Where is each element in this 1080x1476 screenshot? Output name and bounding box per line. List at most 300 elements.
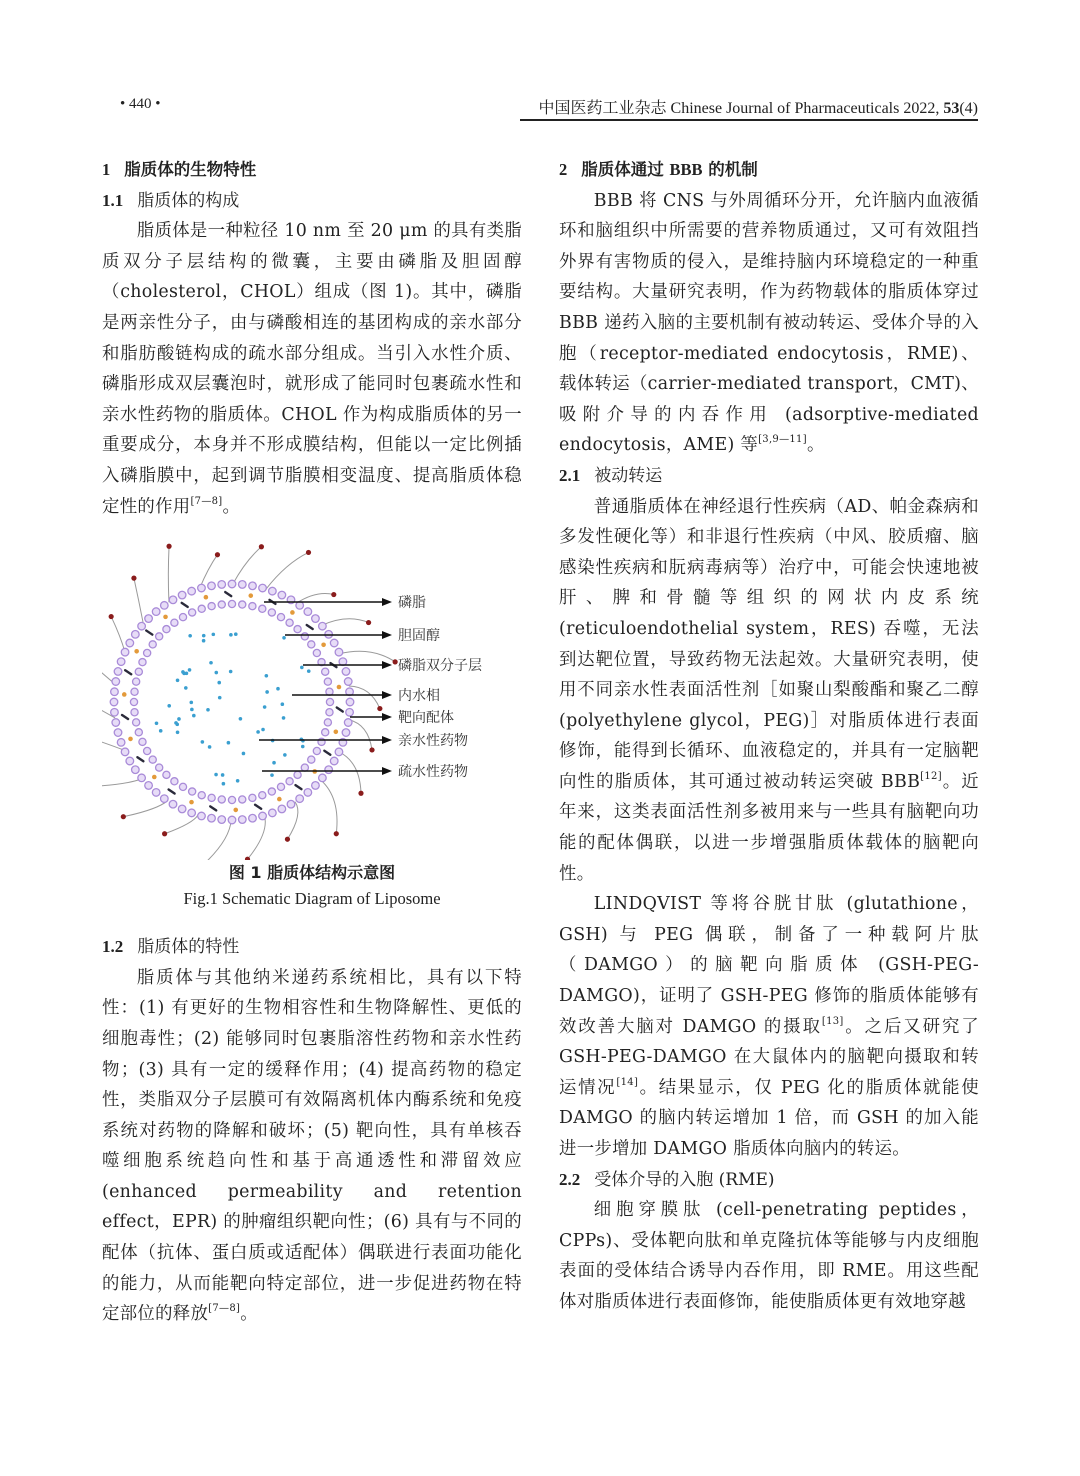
phospholipid-head-inner <box>286 778 293 785</box>
phospholipid-head-outer <box>304 789 312 797</box>
liposome-diagram <box>102 542 522 860</box>
hydrophilic-drug <box>212 633 216 637</box>
hydrophilic-drug <box>282 716 286 720</box>
phospholipid-head-inner <box>277 614 284 621</box>
phospholipid-head-outer <box>112 719 120 727</box>
phospholipid-head-inner <box>301 764 308 771</box>
punct: 。 <box>222 496 241 517</box>
hydrophilic-drug <box>202 639 206 643</box>
targeting-ligand <box>377 706 382 711</box>
phospholipid-head-outer <box>110 698 118 706</box>
section-title: 的机制 <box>702 160 758 179</box>
paragraph <box>559 492 979 890</box>
hydrophilic-drug <box>242 752 246 756</box>
phospholipid-head-outer <box>188 587 196 595</box>
paragraph-text: 。近年来，这类表面活性剂多被用来与一些具有脑靶向功能的配体偶联，以进一步增强脂质体载体的脑靶向性。 <box>559 771 979 884</box>
journal-citation <box>539 95 978 118</box>
phospholipid-head-outer <box>152 608 160 616</box>
phospholipid-head-inner <box>239 796 246 803</box>
peg-tether <box>201 820 231 860</box>
hydrophilic-drug <box>261 728 265 732</box>
hydrophilic-drug <box>159 729 163 733</box>
phospholipid-head-outer <box>342 729 350 737</box>
label-arrowhead <box>382 661 392 669</box>
hydrophilic-drug <box>276 687 280 691</box>
phospholipid-head-outer <box>346 698 354 706</box>
phospholipid-head-outer <box>208 582 216 590</box>
citation-ref[interactable]: [7—8] <box>208 1303 241 1315</box>
hydrophilic-drug <box>214 773 218 777</box>
phospholipid-head-inner <box>189 788 196 795</box>
section-number: 2.1 <box>559 465 581 485</box>
phospholipid-head-outer <box>218 816 226 824</box>
phospholipid-head-outer <box>161 795 169 803</box>
page-header <box>102 92 978 120</box>
hydrophobic-drug <box>122 692 127 697</box>
paragraph-text: 脂质体是一种粒径 10 nm 至 20 μm 的具有类脂质双分子层结构的微囊，主要由磷脂及胆固醇（cholesterol，CHOL）组成（图 1)。其中，磷脂是两亲性分子，由与磷酸相连的基团构成的亲水部分和脂肪酸链构成的疏水部分组成。当引入水性介质、磷脂形成双层囊泡时，就形成了能同时包裹疏水性和亲水性药物的脂质体。CHOL 作为构成脂质体的另一重要成分，本身并不形成膜结构，但能以一定比例插入磷脂膜中，起到调节脂膜相变温度、提高脂质体稳定性的作用 <box>102 221 522 517</box>
phospholipid-head-inner <box>249 794 256 801</box>
paragraph-text: 普通脂质体在神经退行性疾病（AD、帕金森病和多发性硬化等）和非退行性疾病（中风、胶质瘤、脑感染性疾病和朊病毒病等）治疗中，可能会快速地被肝、脾和骨髓等组织的网状内皮系统 (reticuloendothelial system，RES) 吞噬，无法到达靶位置，导致药物无法起效。大量研究表明，使用不同亲水性表面活性剂［如聚山梨酸酯和聚乙二醇 (polyethylene glycol，PEG)］对脂质体进行表面修饰，能得到长循环、血液稳定的，并具有一定脑靶向性的脂质体，其可通过被动转运突破 BBB <box>559 496 979 792</box>
phospholipid-head-outer <box>188 809 196 817</box>
label-4: 靶向配体 <box>398 710 454 727</box>
phospholipid-head-outer <box>138 774 146 782</box>
phospholipid-head-outer <box>138 622 146 630</box>
label-3: 内水相 <box>398 688 440 705</box>
peg-tether <box>321 780 337 834</box>
hydrophilic-drug <box>256 730 260 734</box>
phospholipid-head-inner <box>313 748 320 755</box>
section-number: 1 <box>102 160 111 179</box>
phospholipid-head-outer <box>178 805 186 813</box>
label-1: 胆固醇 <box>398 628 440 645</box>
label-arrowhead <box>382 631 392 639</box>
hydrophilic-drug <box>192 714 196 718</box>
phospholipid-head-inner <box>131 688 138 695</box>
hydrophilic-drug <box>265 674 269 678</box>
hydrophilic-drug <box>236 779 240 783</box>
peg-tether <box>339 752 361 793</box>
hydrophilic-drug <box>208 745 212 749</box>
section-title: 受体介导的入胞 (RME) <box>594 1169 775 1190</box>
cholesterol <box>125 670 131 674</box>
targeting-ligand <box>306 550 311 555</box>
section-title: 脂质体通过 <box>581 160 670 179</box>
hydrophobic-drug <box>337 685 342 690</box>
phospholipid-head-outer <box>259 812 267 820</box>
hydrophilic-drug <box>167 704 171 708</box>
label-2: 磷脂双分子层 <box>398 658 482 675</box>
hydrophilic-drug <box>206 708 210 712</box>
cholesterol <box>307 625 313 629</box>
section-title-bold: BBB <box>669 160 703 179</box>
hydrophilic-drug <box>263 705 267 709</box>
phospholipid-head-outer <box>259 584 267 592</box>
label-arrowhead <box>382 691 392 699</box>
hydrophilic-drug <box>188 668 192 672</box>
hydrophilic-drug <box>201 740 205 744</box>
phospholipid-head-inner <box>133 678 140 685</box>
phospholipid-head-outer <box>287 801 295 809</box>
citation-ref[interactable]: [13] <box>821 1015 844 1027</box>
phospholipid-head-inner <box>189 609 196 616</box>
hydrophilic-drug <box>221 773 225 777</box>
section-1-heading <box>102 155 522 186</box>
phospholipid-head-inner <box>218 796 225 803</box>
phospholipid-head-outer <box>238 581 246 589</box>
phospholipid-head-outer <box>330 757 338 765</box>
hydrophilic-drug <box>265 690 269 694</box>
phospholipid-head-inner <box>156 633 163 640</box>
hydrophobic-drug <box>290 610 295 615</box>
peg-tether <box>248 816 266 860</box>
phospholipid-head-inner <box>179 783 186 790</box>
phospholipid-head-inner <box>228 797 235 804</box>
phospholipid-head-inner <box>208 603 215 610</box>
page-number: • 440 • <box>120 96 161 112</box>
phospholipid-head-outer <box>114 729 122 737</box>
phospholipid-head-inner <box>326 699 333 706</box>
phospholipid-head-outer <box>178 591 186 599</box>
phospholipid-head-outer <box>335 648 343 656</box>
peg-tether <box>233 547 262 584</box>
phospholipid-head-outer <box>112 678 120 686</box>
phospholipid-head-inner <box>133 719 140 726</box>
citation-ref[interactable]: [14] <box>616 1076 639 1088</box>
peg-tether <box>111 617 125 653</box>
section-number: 2 <box>559 160 568 179</box>
phospholipid-head-outer <box>132 631 140 639</box>
section-number: 1.1 <box>102 190 124 210</box>
paragraph-text: BBB 将 CNS 与外周循环分开，允许脑内血液循环和脑组织中所需要的营养物质通过，又可有效阻挡外界有害物质的侵入，是维持脑内环境稳定的一种重要结构。大量研究表明，作为药物载体的脂质体穿过 BBB 递药入脑的主要机制有被动转运、受体介导的入胞（receptor-mediated endocytosis，RME)、载体转运（carrier-mediated transport，CMT)、吸附介导的内吞作用 (adsorptive-mediated endocytosis，AME) 等 <box>559 190 979 456</box>
journal-issue: (4) <box>959 100 978 117</box>
left-column <box>102 155 522 1330</box>
paragraph-text: 。结果显示，仅 PEG 化的脂质体就能使 DAMGO 的脑内转运增加 1 倍，而 GSH 的加入能进一步增加 DAMGO 脂质体向脑内的转运。 <box>559 1077 979 1159</box>
hydrophobic-drug <box>334 730 339 735</box>
hydrophilic-drug <box>209 661 213 665</box>
phospholipid-head-outer <box>169 801 177 809</box>
paragraph <box>559 186 979 461</box>
section-title: 被动转运 <box>594 465 663 486</box>
journal-volume: 53 <box>943 100 960 117</box>
hydrophobic-drug <box>204 595 209 600</box>
label-arrowhead <box>382 598 392 606</box>
hydrophilic-drug <box>202 634 206 638</box>
hydrophilic-drug <box>190 708 194 712</box>
phospholipid-head-inner <box>324 678 331 685</box>
phospholipid-head-inner <box>301 633 308 640</box>
phospholipid-head-inner <box>268 788 275 795</box>
label-arrowhead <box>382 713 392 721</box>
peg-tether <box>266 553 308 590</box>
phospholipid-head-inner <box>326 709 333 716</box>
phospholipid-head-inner <box>322 729 329 736</box>
targeting-ligand <box>109 614 114 619</box>
hydrophobic-drug <box>233 808 238 813</box>
phospholipid-head-outer <box>269 809 277 817</box>
header-rule <box>520 119 978 121</box>
label-6: 疏水性药物 <box>398 764 468 781</box>
phospholipid-head-outer <box>121 648 129 656</box>
phospholipid-head-outer <box>312 615 320 623</box>
phospholipid-head-outer <box>249 582 257 590</box>
paragraph <box>102 216 522 522</box>
phospholipid-head-outer <box>152 789 160 797</box>
peg-tether <box>134 578 143 624</box>
phospholipid-head-inner <box>218 601 225 608</box>
phospholipid-head-inner <box>144 748 151 755</box>
hydrophilic-drug <box>189 701 193 705</box>
citation-ref[interactable]: [3,9—11] <box>758 434 807 446</box>
phospholipid-head-inner <box>286 619 293 626</box>
phospholipid-head-outer <box>330 639 338 647</box>
section-2-heading <box>559 155 979 186</box>
phospholipid-head-outer <box>161 602 169 610</box>
phospholipid-head-outer <box>319 774 327 782</box>
section-number: 2.2 <box>559 1169 581 1189</box>
phospholipid-head-inner <box>171 619 178 626</box>
hydrophobic-drug <box>128 737 133 742</box>
hydrophilic-drug <box>281 703 285 707</box>
hydrophilic-drug <box>283 753 287 757</box>
phospholipid-head-outer <box>278 805 286 813</box>
hydrophilic-drug <box>176 679 180 683</box>
phospholipid-head-outer <box>342 668 350 676</box>
punct: 。 <box>806 435 825 456</box>
phospholipid-head-outer <box>198 812 206 820</box>
label-arrowhead <box>382 767 392 775</box>
phospholipid-head-outer <box>111 709 119 717</box>
phospholipid-head-outer <box>121 748 129 756</box>
phospholipid-head-inner <box>135 668 142 675</box>
hydrophilic-drug <box>307 669 311 673</box>
hydrophobic-drug <box>189 800 194 805</box>
phospholipid-head-inner <box>156 764 163 771</box>
targeting-ligand <box>366 620 371 625</box>
section-title: 脂质体的构成 <box>137 190 240 211</box>
phospholipid-head-outer <box>269 587 277 595</box>
targeting-ligand <box>259 544 264 549</box>
phospholipid-head-inner <box>249 603 256 610</box>
section-2-1-heading <box>559 461 979 492</box>
phospholipid-head-outer <box>117 739 125 747</box>
targeting-ligand <box>162 831 167 836</box>
journal-name: 中国医药工业杂志 Chinese Journal of Pharmaceuticals 2022, <box>538 100 944 117</box>
cholesterol <box>337 708 343 712</box>
hydrophilic-drug <box>214 671 218 675</box>
figure-caption-en: Fig.1 Schematic Diagram of Liposome <box>183 889 441 909</box>
punct: 。 <box>240 1304 258 1325</box>
phospholipid-head-inner <box>239 601 246 608</box>
phospholipid-head-inner <box>130 699 137 706</box>
cholesterol <box>122 715 128 719</box>
citation-ref[interactable]: [12] <box>920 770 942 782</box>
paragraph-text: 脂质体与其他纳米递药系统相比，具有以下特性：(1) 有更好的生物相容性和生物降解性、更低的细胞毒性；(2) 能够同时包裹脂溶性药物和亲水性药物；(3) 具有一定的缓释作用；(4) 提高药物的稳定性，类脂双分子层膜可有效隔离机体内酶系统和免疫系统对药物的降解和破坏；(5) 靶向性，具有单核吞噬细胞系统趋向性和基于高通透性和滞留效应 (enhanced permeability and retention effect，EPR) 的肿瘤组织靶向性；(6) 具有与不同的配体（抗体、蛋白质或适配体）偶联进行表面功能化的能力，从而能靶向特定部位，进一步促进药物在特定部位的释放 <box>102 967 522 1325</box>
hydrophilic-drug <box>155 722 159 726</box>
hydrophilic-drug <box>175 723 179 727</box>
phospholipid-head-outer <box>208 815 216 823</box>
section-2-2-heading <box>559 1165 979 1196</box>
phospholipid-head-inner <box>208 794 215 801</box>
paragraph <box>559 1195 979 1317</box>
hydrophobic-drug <box>321 643 326 648</box>
cholesterol <box>324 751 330 755</box>
phospholipid-head-inner <box>259 792 266 799</box>
hydrophilic-drug <box>222 782 226 786</box>
cholesterol <box>295 785 301 789</box>
phospholipid-head-inner <box>322 668 329 675</box>
phospholipid-head-outer <box>126 757 134 765</box>
phospholipid-head-outer <box>319 622 327 630</box>
phospholipid-head-inner <box>277 783 284 790</box>
paragraph <box>559 889 979 1164</box>
hydrophilic-drug <box>181 670 185 674</box>
hydrophilic-drug <box>229 670 233 674</box>
phospholipid-head-outer <box>304 608 312 616</box>
phospholipid-head-inner <box>131 709 138 716</box>
targeting-ligand <box>215 552 220 557</box>
phospholipid-head-outer <box>238 816 246 824</box>
label-arrowhead <box>382 736 392 744</box>
phospholipid-head-outer <box>198 584 206 592</box>
cholesterol <box>225 592 231 596</box>
section-1-1-heading <box>102 186 522 217</box>
targeting-ligand <box>393 659 398 664</box>
hydrophilic-drug <box>282 636 286 640</box>
phospholipid-head-inner <box>198 792 205 799</box>
hydrophobic-drug <box>277 797 282 802</box>
phospholipid-head-inner <box>308 756 315 763</box>
targeting-ligand <box>334 831 339 836</box>
section-1-2-heading <box>102 932 522 963</box>
phospholipid-head-inner <box>139 659 146 666</box>
phospholipid-head-inner <box>294 626 301 633</box>
phospholipid-head-inner <box>163 771 170 778</box>
peg-tether <box>168 546 169 602</box>
phospholipid-head-outer <box>126 639 134 647</box>
phospholipid-head-outer <box>145 615 153 623</box>
hydrophilic-drug <box>184 686 188 690</box>
phospholipid-head-outer <box>249 815 257 823</box>
phospholipid-head-outer <box>344 678 352 686</box>
label-5: 亲水性药物 <box>398 733 468 750</box>
phospholipid-head-outer <box>228 580 236 588</box>
hydrophilic-drug <box>218 696 222 700</box>
phospholipid-head-inner <box>259 605 266 612</box>
phospholipid-head-inner <box>268 609 275 616</box>
targeting-ligand <box>358 791 363 796</box>
hydrophilic-drug <box>177 717 181 721</box>
phospholipid-head-inner <box>324 719 331 726</box>
phospholipid-head-outer <box>346 709 354 717</box>
peg-tether <box>322 619 369 626</box>
phospholipid-head-outer <box>228 816 236 824</box>
targeting-ligand <box>369 747 374 752</box>
cholesterol <box>210 806 216 810</box>
peg-tether <box>340 651 395 662</box>
paragraph-text: 细胞穿膜肽 (cell-penetrating peptides，CPPs)、受体靶向肽和单克隆抗体等能够与内皮细胞表面的受体结合诱导内吞作用，即 RME。用这些配体对脂质体进行表面修饰，能使脂质体更有效地穿越 <box>559 1200 979 1312</box>
hydrophilic-drug <box>270 774 274 778</box>
hydrophobic-drug <box>163 615 168 620</box>
phospholipid-head-outer <box>111 688 119 696</box>
phospholipid-head-outer <box>218 581 226 589</box>
paragraph <box>102 963 522 1330</box>
phospholipid-head-inner <box>149 756 156 763</box>
hydrophilic-drug <box>217 681 221 685</box>
targeting-ligand <box>285 837 290 842</box>
paragraph-text: LINDQVIST 等将谷胱甘肽 (glutathione，GSH) 与 PEG 偶联，制备了一种载阿片肽（DAMGO）的脑靶向脂质体 (GSH-PEG-DAMGO)，证明了 GSH-PEG 修饰的脂质体能够有效改善大脑对 DAMGO 的摄取 <box>559 894 979 1037</box>
hydrophobic-drug <box>152 775 157 780</box>
targeting-ligand <box>166 544 171 549</box>
phospholipid-head-outer <box>278 591 286 599</box>
phospholipid-head-outer <box>344 719 352 727</box>
figure-caption-zh: 图 1 脂质体结构示意图 <box>228 863 396 883</box>
phospholipid-head-outer <box>312 782 320 790</box>
figure-liposome <box>102 542 522 860</box>
phospholipid-head-inner <box>228 601 235 608</box>
hydrophilic-drug <box>229 633 233 637</box>
hydrophilic-drug <box>234 633 238 637</box>
phospholipid-head-inner <box>179 614 186 621</box>
targeting-ligand <box>131 576 136 581</box>
hydrophilic-drug <box>301 745 305 749</box>
phospholipid-head-inner <box>294 771 301 778</box>
hydrophilic-drug <box>272 761 276 765</box>
cholesterol <box>146 631 152 635</box>
hydrophobic-drug <box>248 593 253 598</box>
hydrophobic-drug <box>134 649 139 654</box>
hydrophilic-drug <box>176 731 180 735</box>
cholesterol <box>182 603 188 607</box>
phospholipid-head-outer <box>325 766 333 774</box>
peg-tether <box>123 801 167 817</box>
phospholipid-head-inner <box>139 738 146 745</box>
phospholipid-head-outer <box>132 766 140 774</box>
hydrophilic-drug <box>227 741 231 745</box>
phospholipid-head-outer <box>114 668 122 676</box>
phospholipid-head-outer <box>117 658 125 666</box>
phospholipid-head-inner <box>198 605 205 612</box>
section-title: 脂质体的特性 <box>137 937 240 958</box>
phospholipid-head-outer <box>335 748 343 756</box>
right-column <box>559 155 979 1318</box>
hydrophilic-drug <box>239 717 243 721</box>
phospholipid-head-outer <box>145 782 153 790</box>
label-0: 磷脂 <box>398 595 426 612</box>
phospholipid-head-outer <box>296 795 304 803</box>
targeting-ligand <box>121 814 126 819</box>
section-number: 1.2 <box>102 937 124 957</box>
phospholipid-head-inner <box>308 641 315 648</box>
peg-tether <box>349 686 380 709</box>
phospholipid-head-inner <box>163 626 170 633</box>
phospholipid-head-inner <box>313 650 320 657</box>
hydrophilic-drug <box>300 666 304 670</box>
citation-ref[interactable]: [7—8] <box>190 495 223 507</box>
targeting-ligand <box>331 592 336 597</box>
hydrophilic-drug <box>188 634 192 638</box>
peg-tether <box>165 815 198 834</box>
peg-tether <box>102 779 142 787</box>
cholesterol <box>255 805 261 809</box>
phospholipid-head-inner <box>144 650 151 657</box>
phospholipid-head-outer <box>169 596 177 604</box>
phospholipid-head-inner <box>135 729 142 736</box>
paragraph-text: 。之后又研究了 GSH-PEG-DAMGO 在大鼠体内的脑靶向摄取和转运情况 <box>559 1016 979 1098</box>
phospholipid-head-inner <box>171 778 178 785</box>
section-title: 脂质体的生物特性 <box>124 160 257 179</box>
phospholipid-head-inner <box>149 641 156 648</box>
cholesterol <box>137 757 143 761</box>
